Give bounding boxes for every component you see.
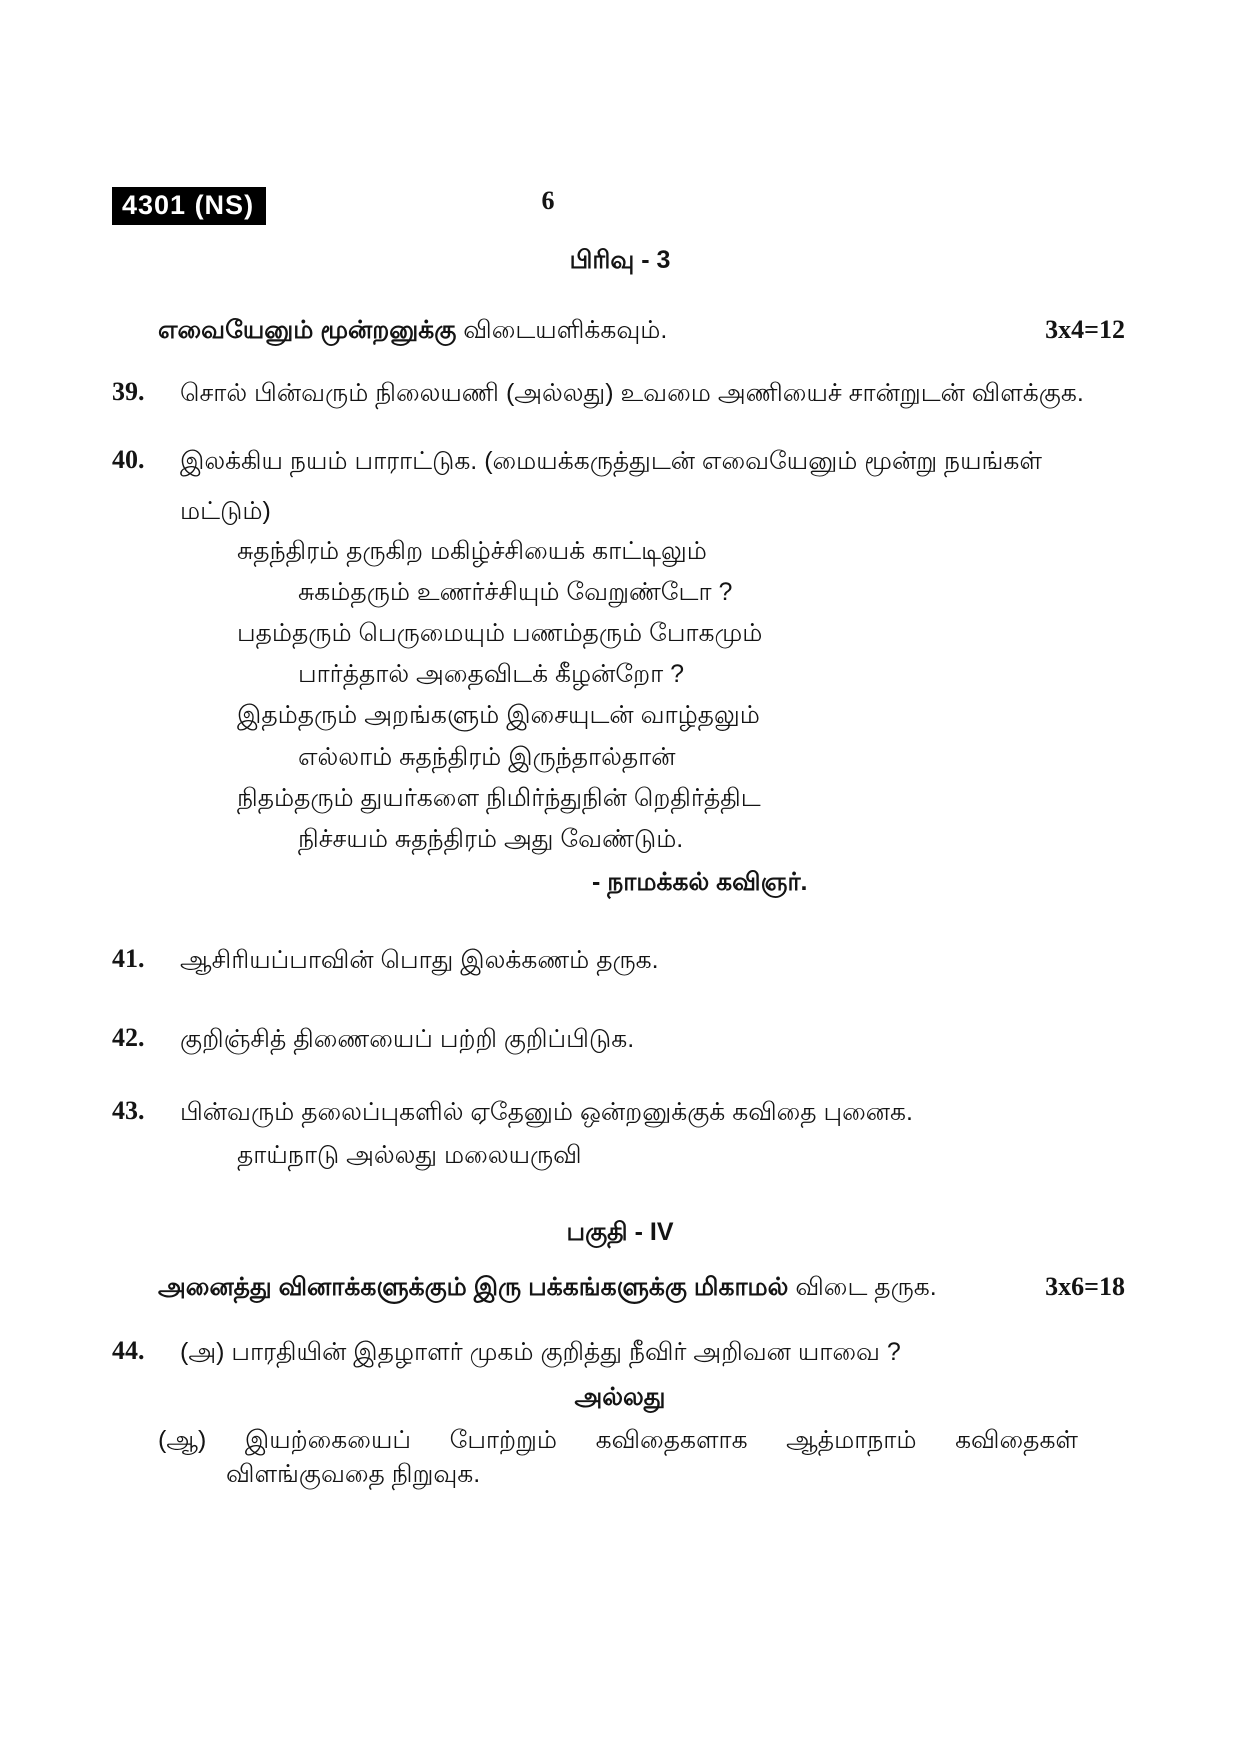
- section3-instruction-normal: விடையளிக்கவும்.: [456, 316, 668, 344]
- section3-marks: 3x4=12: [1045, 315, 1125, 344]
- question-43-topics: தாய்நாடு அல்லது மலையருவி: [237, 1141, 582, 1169]
- part4-marks: 3x6=18: [1045, 1272, 1125, 1301]
- part4-title: பகுதி - IV: [566, 1218, 674, 1246]
- part4-instruction: [158, 1271, 937, 1304]
- poem-line: நிதம்தரும் துயர்களை நிமிர்ந்துநின் றெதிர்த்திட: [237, 784, 761, 812]
- paper-code-badge: [112, 190, 266, 221]
- poem-line: பதம்தரும் பெருமையும் பணம்தரும் போகமும்: [237, 619, 763, 647]
- question-43-number: 43.: [112, 1096, 145, 1125]
- poem-line: சுகம்தரும் உணர்ச்சியும் வேறுண்டோ ?: [298, 578, 733, 606]
- question-44b-line1: (ஆ)⁠ இயற்கையைப் போற்றும் கவிதைகளாக ஆத்மாநாம் கவிதைகள்: [158, 1426, 1078, 1454]
- question-40-number: 40.: [112, 445, 145, 474]
- section3-instruction-row: [158, 314, 1125, 347]
- poem-line: எல்லாம் சுதந்திரம் இருந்தால்தான்: [298, 743, 676, 771]
- poem-line: பார்த்தால் அதைவிடக் கீழன்றோ ?: [298, 660, 685, 688]
- question-40: [112, 445, 1125, 527]
- question-42-number: 42.: [112, 1023, 145, 1052]
- question-42-text: குறிஞ்சித் திணையைப் பற்றி குறிப்பிடுக.: [180, 1025, 635, 1053]
- poem-line: நிச்சயம் சுதந்திரம் அது வேண்டும்.: [298, 825, 684, 853]
- question-42: [112, 1023, 1125, 1056]
- section3-instruction-bold: எவையேனும் மூன்றனுக்கு: [158, 316, 457, 344]
- paper-code: 4301 (NS): [112, 187, 266, 225]
- question-44b-label: (ஆ): [158, 1426, 207, 1454]
- poem-attribution: - நாமக்கல் கவிஞர்.: [592, 868, 808, 896]
- question-44-number: 44.: [112, 1336, 145, 1365]
- question-39-text: சொல் பின்வரும் நிலையணி (அல்லது) உவமை அணியைச் சான்றுடன் விளக்குக.: [180, 379, 1084, 407]
- question-43-text: பின்வரும் தலைப்புகளில் ஏதேனும் ஒன்றனுக்குக் கவிதை புனைக.: [180, 1098, 913, 1126]
- poem-line: சுதந்திரம் தருகிற மகிழ்ச்சியைக் காட்டிலும்: [237, 537, 707, 565]
- question-40-line1: இலக்கிய நயம் பாராட்டுக. (மையக்கருத்துடன் எவையேனும் மூன்று நயங்கள்: [180, 447, 1042, 475]
- question-41: [112, 944, 1125, 977]
- page-number: 6: [541, 186, 555, 215]
- part4-instruction-normal: விடை தருக.: [788, 1273, 937, 1301]
- question-44b-line2: விளங்குவதை நிறுவுக.: [226, 1460, 481, 1488]
- question-44a-text: [180, 1336, 1125, 1369]
- question-44a-body: பாரதியின் இதழாளர் முகம் குறித்து நீவிர் அறிவன யாவை ?: [231, 1338, 901, 1366]
- part4-instruction-row: [158, 1271, 1125, 1304]
- question-44a-label: (அ): [180, 1338, 225, 1366]
- question-40-line2: மட்டும்): [180, 496, 271, 525]
- question-43: [112, 1096, 1125, 1129]
- question-39-number: 39.: [112, 377, 145, 406]
- question-39: [112, 377, 1125, 410]
- question-44a: [112, 1336, 1125, 1369]
- question-44-or-label: அல்லது: [574, 1383, 666, 1411]
- part4-instruction-bold: அனைத்து வினாக்களுக்கும் இரு பக்கங்களுக்கு மிகாமல்: [158, 1273, 789, 1301]
- question-41-number: 41.: [112, 944, 145, 973]
- section3-title: பிரிவு - 3: [569, 246, 671, 274]
- question-41-text: ஆசிரியப்பாவின் பொது இலக்கணம் தருக.: [180, 946, 659, 974]
- section3-instruction: [158, 314, 667, 347]
- poem-line: இதம்தரும் அறங்களும் இசையுடன் வாழ்தலும்: [237, 701, 760, 729]
